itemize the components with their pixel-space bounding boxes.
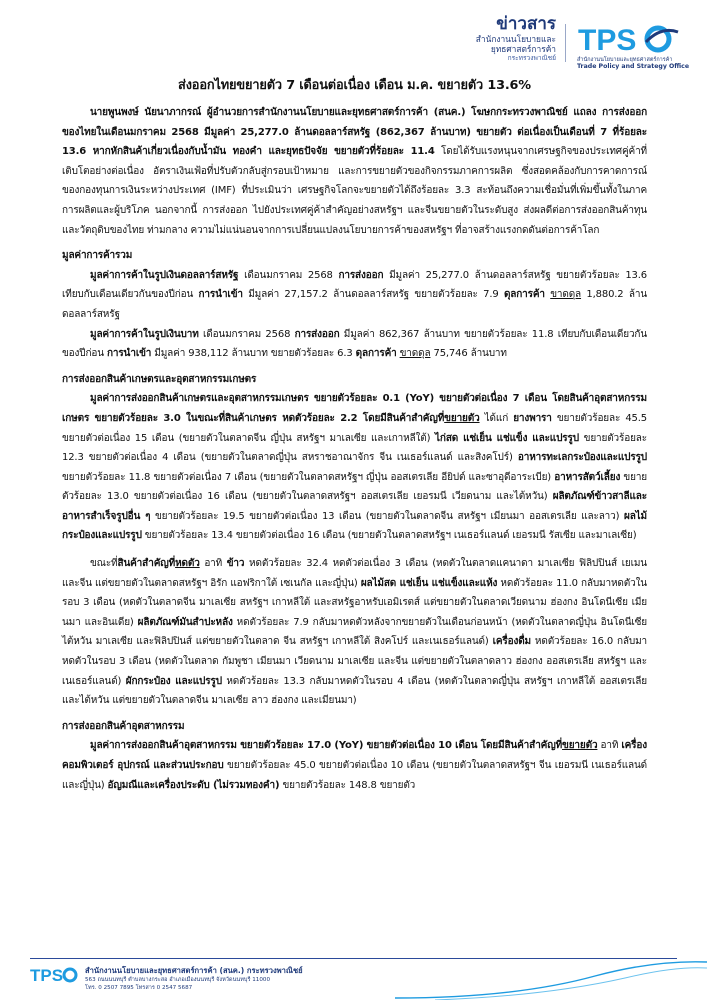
office-line-1: สำนักงานนโยบายและ	[475, 34, 556, 44]
agri-growth-paragraph: มูลค่าการส่งออกสินค้าเกษตรและอุตสาหกรรมเกษตร ขยายตัวร้อยละ 0.1 (YoY) ขยายตัวต่อเนื่อง 7 เดือน โดยสินค้าอุตสาหกรรมเกษตร ขยายตัวร้อยละ 3.0 ในขณะที่สินค้าเกษตร หดตัวร้อยละ 2.2 โดยมีสินค้าสำคัญที่ขยายตัว ได้แก่ ยางพารา ขยายตัวร้อยละ 45.5 ขยายตัวต่อเนื่อง 15 เดือน (ขยายตัวในตลาดจีน ญี่ปุ่น สหรัฐฯ มาเลเซีย และเกาหลีใต้) ไก่สด แช่เย็น แช่แข็ง และแปรรูป ขยายตัวร้อยละ 12.3 ขยายตัวต่อเนื่อง 4 เดือน (ขยายตัวในตลาดญี่ปุ่น สหราชอาณาจักร จีน เนเธอร์แลนด์ และสิงคโปร์) อาหารทะเลกระป๋องและแปรรูป ขยายตัวร้อยละ 11.8 ขยายตัวต่อเนื่อง 7 เดือน (ขยายตัวในตลาดสหรัฐฯ ญี่ปุ่น ออสเตรเลีย อียิปต์ และซาอุดีอาระเบีย) อาหารสัตว์เลี้ยง ขยายตัวร้อยละ 13.0 ขยายตัวต่อเนื่อง 16 เดือน (ขยายตัวในตลาดสหรัฐฯ ออสเตรเลีย เยอรมนี เวียดนาม และไต้หวัน) ผลิตภัณฑ์ข้าวสาลีและอาหารสำเร็จรูปอื่น ๆ ขยายตัวร้อยละ 19.5 ขยายตัวต่อเนื่อง 13 เดือน (ขยายตัวในตลาดจีน สหรัฐฯ เมียนมา ออสเตรเลีย และลาว) ผลไม้กระป๋องและแปรรูป ขยายตัวร้อยละ 13.4 ขยายตัวต่อเนื่อง 16 เดือน (ขยายตัวในตลาดสหรัฐฯ เนเธอร์แลนด์ เยอรมนี รัสเซีย และมาเลเซีย)	[62, 393, 647, 542]
industry-paragraph: มูลค่าการส่งออกสินค้าอุตสาหกรรม ขยายตัวร้อยละ 17.0 (YoY) ขยายตัวต่อเนื่อง 10 เดือน โดยมีสินค้าสำคัญที่ขยายตัว อาทิ เครื่องคอมพิวเตอร์ อุปกรณ์ และส่วนประกอบ ขยายตัวร้อยละ 45.0 ขยายตัวต่อเนื่อง 10 เดือน (ขยายตัวในตลาดสหรัฐฯ จีน เยอรมนี เนเธอร์แลนด์ และญี่ปุ่น) อัญมณีและเครื่องประดับ (ไม่รวมทองคำ) ขยายตัวร้อยละ 148.8 ขยายตัว	[62, 740, 647, 791]
article-body	[62, 76, 647, 795]
section-heading-overall: มูลค่าการค้ารวม	[62, 250, 133, 262]
footer-text	[85, 966, 303, 992]
intro-paragraph: นายพูนพงษ์ นัยนาภากรณ์ ผู้อำนวยการสำนักงานนโยบายและยุทธศาสตร์การค้า (สนค.) โฆษกกระทรวงพาณิชย์ แถลง การส่งออกของไทยในเดือนมกราคม 2568 มีมูลค่า 25,277.0 ล้านดอลลาร์สหรัฐ (862,367 ล้านบาท) ขยายตัว ต่อเนื่องเป็นเดือนที่ 7 ที่ร้อยละ 13.6 หากหักสินค้าเกี่ยวเนื่องกับน้ำมัน ทองคำ และยุทธปัจจัย ขยายตัวที่ร้อยละ 11.4 โดยได้รับแรงหนุนจากเศรษฐกิจของประเทศคู่ค้าที่เติบโตอย่างต่อเนื่อง อัตราเงินเฟ้อที่ปรับตัวกลับสู่กรอบเป้าหมาย และการขยายตัวของกิจกรรมภาคการผลิต ซึ่งสอดคล้องกับการคาดการณ์ของกองทุนการเงินระหว่างประเทศ (IMF) ที่ประเมินว่า เศรษฐกิจโลกจะขยายตัวได้ถึงร้อยละ 3.3 สะท้อนถึงความเชื่อมั่นที่เพิ่มขึ้นทั้งในภาคการผลิตและผู้บริโภค นอกจากนี้ การส่งออก ไปยังประเทศคู่ค้าสำคัญอย่างสหรัฐฯ และจีนขยายตัวในระดับสูง ส่งผลดีต่อการส่งออกสินค้าทุนและวัตถุดิบของไทย ท่ามกลาง ความไม่แน่นอนจากการเปลี่ยนแปลงนโยบายการค้าของสหรัฐฯ ที่อาจสร้างแรงกดดันต่อการค้าโลก	[62, 107, 647, 236]
svg-text:TPS: TPS	[30, 966, 64, 985]
footer-rule	[30, 958, 677, 959]
footer-wave-decoration	[395, 958, 707, 1000]
page-title: ส่งออกไทยขยายตัว 7 เดือนต่อเนื่อง เดือน ม.ค. ขยายตัว 13.6%	[178, 78, 531, 93]
footer-logo	[30, 964, 80, 986]
footer-org: สำนักงานนโยบายและยุทธศาสตร์การค้า (สนค.) กระทรวงพาณิชย์	[85, 966, 303, 975]
trade-thb-paragraph: มูลค่าการค้าในรูปเงินบาท เดือนมกราคม 2568 การส่งออก มีมูลค่า 862,367 ล้านบาท ขยายตัวร้อยละ 11.8 เทียบกับเดือนเดียวกันของปีก่อน การนำเข้า มีมูลค่า 938,112 ล้านบาท ขยายตัวร้อยละ 6.3 ดุลการค้า ขาดดุล 75,746 ล้านบาท	[62, 328, 648, 360]
footer-phone: โทร. 0 2507 7895 โทรสาร 0 2547 5687	[85, 985, 193, 991]
header-divider	[565, 24, 566, 62]
trade-usd-paragraph: มูลค่าการค้าในรูปเงินดอลลาร์สหรัฐ เดือนมกราคม 2568 การส่งออก มีมูลค่า 25,277.0 ล้านดอลลาร์สหรัฐ ขยายตัวร้อยละ 13.6 เทียบกับเดือนเดียวกันของปีก่อน การนำเข้า มีมูลค่า 27,157.2 ล้านดอลลาร์สหรัฐ ขยายตัวร้อยละ 7.9 ดุลการค้า ขาดดุล 1,880.2 ล้านดอลลาร์สหรัฐ	[62, 269, 648, 320]
logo-letters: TPS	[578, 24, 637, 56]
logo-subtitle-th: สำนักงานนโยบายและยุทธศาสตร์การค้า	[577, 57, 673, 63]
tpso-logo-mark	[576, 22, 686, 56]
header-news-block	[446, 14, 556, 63]
footer-address: 563 ถนนนนทบุรี ตำบลบางกระสอ อำเภอเมืองนนทบุรี จังหวัดนนทบุรี 11000	[85, 977, 271, 983]
logo-subtitle-en: Trade Policy and Strategy Office	[577, 63, 690, 70]
agri-contraction-paragraph: ขณะที่สินค้าสำคัญที่หดตัว อาทิ ข้าว หดตัวร้อยละ 32.4 หดตัวต่อเนื่อง 3 เดือน (หดตัวในตลาดแคนาดา มาเลเซีย ฟิลิปปินส์ เยเมน และจีน แต่ขยายตัวในตลาดสหรัฐฯ อิรัก แอฟริกาใต้ เซเนกัล และญี่ปุ่น) ผลไม้สด แช่เย็น แช่แข็งและแห้ง หดตัวร้อยละ 11.0 กลับมาหดตัวในรอบ 3 เดือน (หดตัวในตลาดจีน มาเลเซีย สหรัฐฯ เกาหลีใต้ และสหรัฐอาหรับเอมิเรตส์ แต่ขยายตัวในตลาดเวียดนาม ฮ่องกง อินโดนีเซีย เมียนมา และอินเดีย) ผลิตภัณฑ์มันสำปะหลัง หดตัวร้อยละ 7.9 กลับมาหดตัวหลังจากขยายตัวในเดือนก่อนหน้า (หดตัวในตลาดญี่ปุ่น อินโดนีเซีย ไต้หวัน มาเลเซีย และฟิลิปปินส์ แต่ขยายตัวในตลาด จีน สหรัฐฯ เกาหลีใต้ สิงคโปร์ และเนเธอร์แลนด์) เครื่องดื่ม หดตัวร้อยละ 16.0 กลับมาหดตัวในรอบ 3 เดือน (หดตัวในตลาด กัมพูชา เมียนมา เวียดนาม มาเลเซีย และจีน แต่ขยายตัวในตลาดลาว ฮ่องกง ออสเตรเลีย สหรัฐฯ และเนเธอร์แลนด์) ผักกระป๋อง และแปรรูป หดตัวร้อยละ 13.3 กลับมาหดตัวในรอบ 4 เดือน (หดตัวในตลาดญี่ปุ่น สหรัฐฯ เกาหลีใต้ ออสเตรเลีย และไต้หวัน แต่ขยายตัวในตลาดจีน มาเลเซีย ลาว ฮ่องกง และเมียนมา)	[62, 558, 647, 707]
section-heading-industry: การส่งออกสินค้าอุตสาหกรรม	[62, 720, 185, 732]
office-line-2: ยุทธศาสตร์การค้า	[490, 44, 556, 54]
section-heading-agri: การส่งออกสินค้าเกษตรและอุตสาหกรรมเกษตร	[62, 373, 257, 385]
news-label: ข่าวสาร	[496, 14, 556, 34]
ministry-label: กระทรวงพาณิชย์	[507, 54, 556, 62]
